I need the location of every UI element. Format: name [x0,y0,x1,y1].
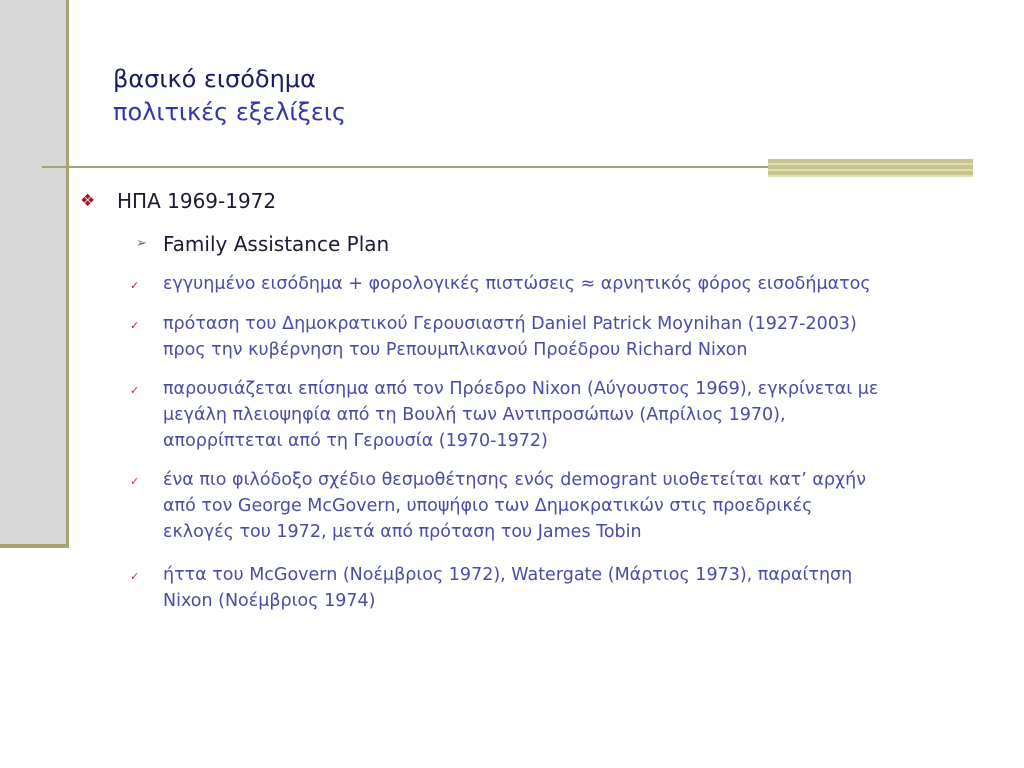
bullet-line: παρουσιάζεται επίσημα από τον Πρόεδρο Nixon (Αύγουστος 1969), εγκρίνεται με [163,379,879,399]
checkmark-bullet-icon: ✓ [130,319,140,332]
bullet-item [163,562,993,614]
checkmark-bullet-icon: ✓ [130,475,140,488]
level1-heading: ΗΠΑ 1969-1972 [117,189,277,213]
slide-title: βασικό εισόδημα [113,65,316,93]
bullet-line: εκλογές του 1972, μετά από πρόταση του James Tobin [163,522,642,542]
bullet-item [163,376,993,454]
bullet-item [163,311,993,363]
bullet-line: ήττα του McGovern (Νοέμβριος 1972), Watergate (Μάρτιος 1973), παραίτηση [163,565,853,585]
side-decoration-bar [0,0,66,546]
title-divider-accent [768,159,973,177]
bullet-line: ένα πιο φιλόδοξο σχέδιο θεσμοθέτησης ενός demogrant υιοθετείται κατ’ αρχήν [163,470,866,490]
bullet-line: εγγυημένο εισόδημα + φορολογικές πιστώσεις ≈ αρνητικός φόρος εισοδήματος [163,274,871,294]
title-divider [42,166,782,168]
checkmark-bullet-icon: ✓ [130,570,140,583]
checkmark-bullet-icon: ✓ [130,384,140,397]
side-decoration-line [0,544,69,548]
bullet-line: Nixon (Νοέμβριος 1974) [163,591,376,611]
bullet-line: μεγάλη πλειοψηφία από τη Βουλή των Αντιπροσώπων (Απρίλιος 1970), [163,405,786,425]
checkmark-bullet-icon: ✓ [130,279,140,292]
side-decoration-edge [66,0,69,548]
bullet-item [163,271,993,297]
diamond-bullet-icon: ❖ [80,191,96,211]
arrow-bullet-icon: ➢ [136,236,147,251]
slide-subtitle: πολιτικές εξελίξεις [113,98,347,126]
bullet-item [163,467,993,545]
bullet-line: από τον George McGovern, υποψήφιο των Δημοκρατικών στις προεδρικές [163,496,813,516]
bullet-line: πρόταση του Δημοκρατικού Γερουσιαστή Daniel Patrick Moynihan (1927-2003) [163,314,857,334]
bullet-line: απορρίπτεται από τη Γερουσία (1970-1972) [163,431,548,451]
bullet-line: προς την κυβέρνηση του Ρεπουμπλικανού Προέδρου Richard Nixon [163,340,748,360]
level2-heading: Family Assistance Plan [163,232,390,256]
